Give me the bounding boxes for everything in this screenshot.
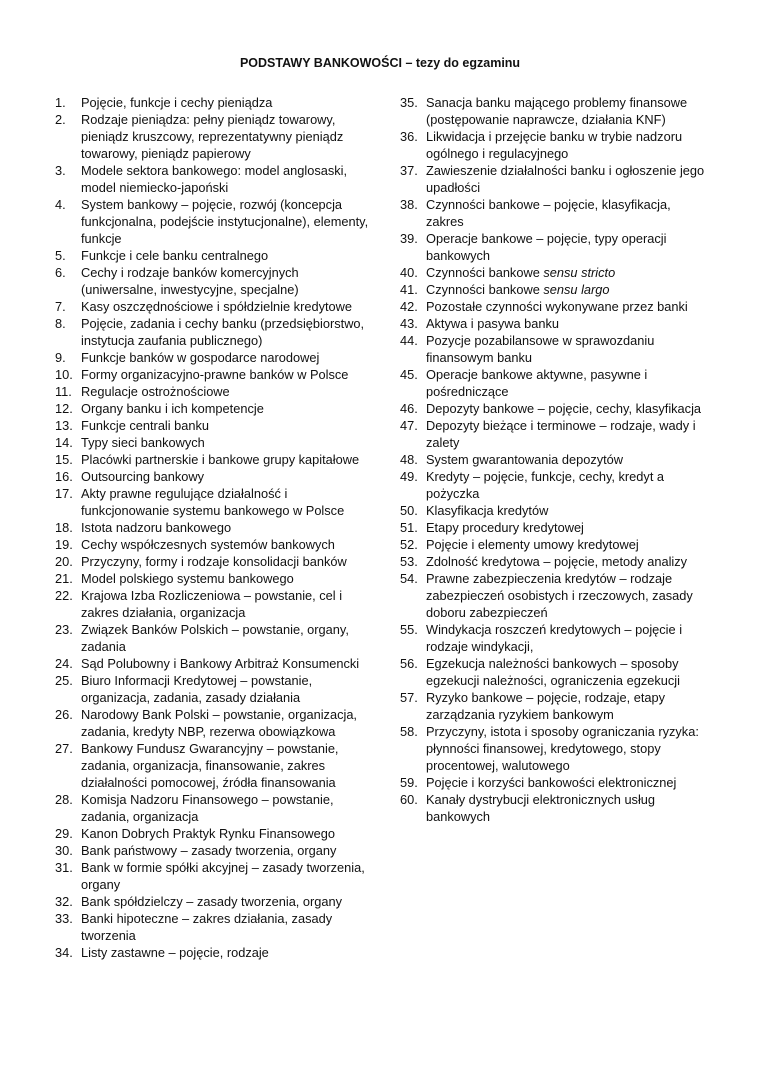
item-text bbox=[426, 128, 705, 162]
item-number: 36. bbox=[400, 129, 418, 144]
item-text-main: Kredyty – pojęcie, funkcje, cechy, kredyt a pożyczka bbox=[426, 469, 665, 501]
list-item bbox=[400, 366, 705, 400]
item-text-main: System gwarantowania depozytów bbox=[426, 452, 624, 467]
topic-list-left bbox=[55, 94, 375, 961]
list-item bbox=[55, 910, 375, 944]
item-number: 25. bbox=[55, 673, 73, 688]
item-text bbox=[81, 366, 375, 383]
item-number: 20. bbox=[55, 554, 73, 569]
item-text bbox=[426, 774, 705, 791]
item-text bbox=[81, 162, 375, 196]
item-number: 30. bbox=[55, 843, 73, 858]
item-text bbox=[81, 553, 375, 570]
item-number: 29. bbox=[55, 826, 73, 841]
item-text bbox=[426, 570, 705, 621]
item-text-main: Zawieszenie działalności banku i ogłoszenie jego upadłości bbox=[426, 163, 705, 195]
list-item bbox=[55, 196, 375, 247]
item-number: 26. bbox=[55, 707, 73, 722]
item-text-main: Czynności bankowe bbox=[426, 282, 544, 297]
list-item bbox=[400, 281, 705, 298]
item-text-main: Egzekucja należności bankowych – sposoby egzekucji należności, ograniczenia egzekucji bbox=[426, 656, 680, 688]
item-text bbox=[81, 468, 375, 485]
item-text bbox=[426, 451, 705, 468]
item-text bbox=[81, 434, 375, 451]
list-item bbox=[55, 536, 375, 553]
item-number: 43. bbox=[400, 316, 418, 331]
item-text-main: Ryzyko bankowe – pojęcie, rodzaje, etapy zarządzania ryzykiem bankowym bbox=[426, 690, 666, 722]
list-item bbox=[400, 791, 705, 825]
item-text-main: Zdolność kredytowa – pojęcie, metody analizy bbox=[426, 554, 688, 569]
item-number: 47. bbox=[400, 418, 418, 433]
item-text-main: Klasyfikacja kredytów bbox=[426, 503, 549, 518]
item-text-main: Windykacja roszczeń kredytowych – pojęcie i rodzaje windykacji, bbox=[426, 622, 683, 654]
list-item bbox=[400, 468, 705, 502]
item-text-main: Komisja Nadzoru Finansowego – powstanie, zadania, organizacja bbox=[81, 792, 334, 824]
item-number: 51. bbox=[400, 520, 418, 535]
item-text bbox=[426, 553, 705, 570]
item-text-main: Biuro Informacji Kredytowej – powstanie, organizacja, zadania, zasady działania bbox=[81, 673, 313, 705]
item-number: 34. bbox=[55, 945, 73, 960]
list-item bbox=[400, 621, 705, 655]
list-item bbox=[55, 791, 375, 825]
item-text-main: Pojęcie i elementy umowy kredytowej bbox=[426, 537, 639, 552]
item-text-italic: sensu largo bbox=[543, 282, 610, 297]
item-text bbox=[81, 944, 375, 961]
item-text-main: Placówki partnerskie i bankowe grupy kapitałowe bbox=[81, 452, 360, 467]
item-text-main: Aktywa i pasywa banku bbox=[426, 316, 560, 331]
item-text bbox=[81, 587, 375, 621]
item-text-main: Istota nadzoru bankowego bbox=[81, 520, 232, 535]
item-text-main: Pojęcie, funkcje i cechy pieniądza bbox=[81, 95, 273, 110]
item-text-main: Czynności bankowe – pojęcie, klasyfikacja, zakres bbox=[426, 197, 671, 229]
item-number: 7. bbox=[55, 299, 66, 314]
list-item bbox=[400, 400, 705, 417]
item-number: 40. bbox=[400, 265, 418, 280]
item-text-main: Kanon Dobrych Praktyk Rynku Finansowego bbox=[81, 826, 335, 841]
item-number: 31. bbox=[55, 860, 73, 875]
item-number: 42. bbox=[400, 299, 418, 314]
list-item bbox=[400, 315, 705, 332]
item-number: 58. bbox=[400, 724, 418, 739]
item-text bbox=[81, 859, 375, 893]
item-text-main: Bankowy Fundusz Gwarancyjny – powstanie, zadania, organizacja, finansowanie, zakres działalności pomocowej, źródła finansowania bbox=[81, 741, 339, 790]
item-text-main: Operacje bankowe – pojęcie, typy operacji bankowych bbox=[426, 231, 667, 263]
item-number: 53. bbox=[400, 554, 418, 569]
item-text bbox=[81, 655, 375, 672]
item-text-main: Listy zastawne – pojęcie, rodzaje bbox=[81, 945, 269, 960]
item-text bbox=[426, 519, 705, 536]
item-text bbox=[81, 417, 375, 434]
list-item bbox=[55, 417, 375, 434]
list-item bbox=[400, 264, 705, 281]
item-number: 3. bbox=[55, 163, 66, 178]
item-text bbox=[81, 519, 375, 536]
page-title: PODSTAWY BANKOWOŚCI – tezy do egzaminu bbox=[239, 56, 521, 70]
item-number: 4. bbox=[55, 197, 66, 212]
item-text bbox=[81, 349, 375, 366]
item-text bbox=[426, 689, 705, 723]
item-text bbox=[81, 893, 375, 910]
list-item bbox=[400, 536, 705, 553]
item-text-main: Akty prawne regulujące działalność i funkcjonowanie systemu bankowego w Polsce bbox=[81, 486, 345, 518]
item-number: 13. bbox=[55, 418, 73, 433]
item-text bbox=[81, 740, 375, 791]
item-text-main: Typy sieci bankowych bbox=[81, 435, 205, 450]
list-item bbox=[400, 230, 705, 264]
item-number: 14. bbox=[55, 435, 73, 450]
item-number: 46. bbox=[400, 401, 418, 416]
item-text-main: Cechy i rodzaje banków komercyjnych (uniwersalne, inwestycyjne, specjalne) bbox=[81, 265, 299, 297]
item-number: 22. bbox=[55, 588, 73, 603]
item-number: 52. bbox=[400, 537, 418, 552]
item-text bbox=[426, 655, 705, 689]
item-text-main: Przyczyny, formy i rodzaje konsolidacji banków bbox=[81, 554, 347, 569]
list-item bbox=[55, 298, 375, 315]
item-number: 49. bbox=[400, 469, 418, 484]
list-item bbox=[400, 655, 705, 689]
item-text bbox=[426, 230, 705, 264]
item-text bbox=[81, 298, 375, 315]
item-text bbox=[426, 791, 705, 825]
list-item bbox=[55, 655, 375, 672]
list-item bbox=[55, 740, 375, 791]
item-text-italic: sensu stricto bbox=[543, 265, 616, 280]
list-item bbox=[400, 774, 705, 791]
item-number: 44. bbox=[400, 333, 418, 348]
item-text bbox=[81, 315, 375, 349]
item-text bbox=[426, 196, 705, 230]
item-text bbox=[81, 94, 375, 111]
item-text bbox=[81, 111, 375, 162]
item-number: 23. bbox=[55, 622, 73, 637]
item-text bbox=[426, 298, 705, 315]
item-text-main: Model polskiego systemu bankowego bbox=[81, 571, 294, 586]
list-item bbox=[400, 128, 705, 162]
item-text-main: Pozostałe czynności wykonywane przez banki bbox=[426, 299, 688, 314]
item-text bbox=[81, 621, 375, 655]
list-item bbox=[55, 247, 375, 264]
list-item bbox=[400, 298, 705, 315]
item-number: 11. bbox=[55, 384, 72, 399]
item-number: 18. bbox=[55, 520, 73, 535]
item-text-main: Pojęcie i korzyści bankowości elektronicznej bbox=[426, 775, 677, 790]
item-text-main: Depozyty bieżące i terminowe – rodzaje, wady i zalety bbox=[426, 418, 696, 450]
item-number: 50. bbox=[400, 503, 418, 518]
list-item bbox=[55, 349, 375, 366]
item-number: 21. bbox=[55, 571, 73, 586]
list-item bbox=[55, 315, 375, 349]
item-text-main: Funkcje i cele banku centralnego bbox=[81, 248, 269, 263]
list-item bbox=[55, 162, 375, 196]
item-text-main: Kanały dystrybucji elektronicznych usług bankowych bbox=[426, 792, 656, 824]
list-item bbox=[400, 451, 705, 468]
item-text-main: Cechy współczesnych systemów bankowych bbox=[81, 537, 335, 552]
list-item bbox=[400, 502, 705, 519]
item-number: 56. bbox=[400, 656, 418, 671]
item-text-main: Związek Banków Polskich – powstanie, organy, zadania bbox=[81, 622, 349, 654]
item-text bbox=[426, 315, 705, 332]
item-text bbox=[81, 247, 375, 264]
item-number: 39. bbox=[400, 231, 418, 246]
list-item bbox=[55, 553, 375, 570]
item-number: 41. bbox=[400, 282, 418, 297]
list-item bbox=[55, 825, 375, 842]
item-number: 48. bbox=[400, 452, 418, 467]
item-text bbox=[81, 264, 375, 298]
item-text bbox=[426, 621, 705, 655]
list-item bbox=[55, 893, 375, 910]
item-number: 35. bbox=[400, 95, 418, 110]
item-text-main: Bank państwowy – zasady tworzenia, organy bbox=[81, 843, 337, 858]
item-number: 6. bbox=[55, 265, 66, 280]
item-text-main: Narodowy Bank Polski – powstanie, organizacja, zadania, kredyty NBP, rezerwa obowiązkowa bbox=[81, 707, 357, 739]
item-text bbox=[426, 417, 705, 451]
item-number: 54. bbox=[400, 571, 418, 586]
item-number: 12. bbox=[55, 401, 73, 416]
list-item bbox=[55, 842, 375, 859]
item-text-main: Likwidacja i przejęcie banku w trybie nadzoru ogólnego i regulacyjnego bbox=[426, 129, 683, 161]
item-number: 28. bbox=[55, 792, 73, 807]
item-number: 60. bbox=[400, 792, 418, 807]
list-item bbox=[400, 162, 705, 196]
item-number: 45. bbox=[400, 367, 418, 382]
item-text-main: Pojęcie, zadania i cechy banku (przedsiębiorstwo, instytucja zaufania publicznego) bbox=[81, 316, 365, 348]
list-item bbox=[400, 196, 705, 230]
item-text bbox=[426, 94, 705, 128]
item-text bbox=[81, 842, 375, 859]
list-item bbox=[400, 417, 705, 451]
item-text-main: Funkcje centrali banku bbox=[81, 418, 210, 433]
item-text-main: Bank w formie spółki akcyjnej – zasady tworzenia, organy bbox=[81, 860, 365, 892]
list-item bbox=[55, 485, 375, 519]
item-text bbox=[81, 825, 375, 842]
list-item bbox=[55, 434, 375, 451]
list-item bbox=[55, 400, 375, 417]
item-number: 24. bbox=[55, 656, 73, 671]
item-text-main: Funkcje banków w gospodarce narodowej bbox=[81, 350, 320, 365]
item-text-main: Outsourcing bankowy bbox=[81, 469, 205, 484]
item-text-main: Bank spółdzielczy – zasady tworzenia, organy bbox=[81, 894, 343, 909]
item-text-main: Rodzaje pieniądza: pełny pieniądz towarowy, pieniądz kruszcowy, reprezentatywny pieniądz towarowy, pieniądz papierowy bbox=[81, 112, 344, 161]
item-text-main: Pozycje pozabilansowe w sprawozdaniu finansowym banku bbox=[426, 333, 655, 365]
item-text bbox=[426, 536, 705, 553]
item-number: 33. bbox=[55, 911, 73, 926]
item-text-main: Czynności bankowe bbox=[426, 265, 544, 280]
item-number: 32. bbox=[55, 894, 73, 909]
list-item bbox=[55, 859, 375, 893]
item-text bbox=[81, 485, 375, 519]
item-text-main: Organy banku i ich kompetencje bbox=[81, 401, 264, 416]
list-item bbox=[400, 553, 705, 570]
item-text bbox=[426, 281, 705, 298]
item-number: 59. bbox=[400, 775, 418, 790]
item-text bbox=[426, 332, 705, 366]
list-item bbox=[55, 111, 375, 162]
item-text bbox=[81, 672, 375, 706]
item-text bbox=[426, 162, 705, 196]
topic-list-right bbox=[400, 94, 705, 825]
item-number: 10. bbox=[55, 367, 73, 382]
item-number: 37. bbox=[400, 163, 418, 178]
item-text-main: Banki hipoteczne – zakres działania, zasady tworzenia bbox=[81, 911, 333, 943]
list-item bbox=[55, 366, 375, 383]
item-text bbox=[81, 791, 375, 825]
list-item bbox=[400, 332, 705, 366]
item-text bbox=[81, 536, 375, 553]
item-text bbox=[81, 400, 375, 417]
item-text-main: Modele sektora bankowego: model anglosaski, model niemiecko-japoński bbox=[81, 163, 348, 195]
list-item bbox=[55, 944, 375, 961]
item-text bbox=[81, 570, 375, 587]
item-text bbox=[81, 196, 375, 247]
list-item bbox=[55, 94, 375, 111]
item-number: 16. bbox=[55, 469, 73, 484]
item-text-main: Prawne zabezpieczenia kredytów – rodzaje zabezpieczeń osobistych i rzeczowych, zasady doboru zabezpieczeń bbox=[426, 571, 693, 620]
list-item bbox=[400, 723, 705, 774]
list-item bbox=[400, 519, 705, 536]
list-item bbox=[55, 706, 375, 740]
item-text-main: Operacje bankowe aktywne, pasywne i pośredniczące bbox=[426, 367, 648, 399]
item-number: 2. bbox=[55, 112, 66, 127]
list-item bbox=[55, 383, 375, 400]
item-number: 55. bbox=[400, 622, 418, 637]
list-item bbox=[55, 587, 375, 621]
item-number: 8. bbox=[55, 316, 66, 331]
item-text-main: Formy organizacyjno-prawne banków w Polsce bbox=[81, 367, 349, 382]
item-number: 27. bbox=[55, 741, 73, 756]
item-text bbox=[81, 706, 375, 740]
item-text-main: Sąd Polubowny i Bankowy Arbitraż Konsumencki bbox=[81, 656, 360, 671]
item-text bbox=[426, 502, 705, 519]
item-text bbox=[426, 400, 705, 417]
item-number: 5. bbox=[55, 248, 66, 263]
list-item bbox=[55, 451, 375, 468]
list-item bbox=[55, 264, 375, 298]
item-number: 17. bbox=[55, 486, 73, 501]
item-text bbox=[426, 723, 705, 774]
item-number: 57. bbox=[400, 690, 418, 705]
list-item bbox=[400, 94, 705, 128]
item-number: 9. bbox=[55, 350, 66, 365]
item-text-main: Depozyty bankowe – pojęcie, cechy, klasyfikacja bbox=[426, 401, 702, 416]
list-item bbox=[55, 672, 375, 706]
list-item bbox=[55, 519, 375, 536]
item-number: 15. bbox=[55, 452, 73, 467]
item-text-main: Etapy procedury kredytowej bbox=[426, 520, 584, 535]
item-number: 19. bbox=[55, 537, 73, 552]
item-text bbox=[81, 383, 375, 400]
item-text-main: Sanacja banku mającego problemy finansowe (postępowanie naprawcze, działania KNF) bbox=[426, 95, 688, 127]
item-number: 38. bbox=[400, 197, 418, 212]
item-text bbox=[426, 468, 705, 502]
item-text-main: Krajowa Izba Rozliczeniowa – powstanie, cel i zakres działania, organizacja bbox=[81, 588, 343, 620]
item-number: 1. bbox=[55, 95, 66, 110]
item-text-main: Regulacje ostrożnościowe bbox=[81, 384, 230, 399]
item-text bbox=[426, 264, 705, 281]
item-text-main: System bankowy – pojęcie, rozwój (koncepcja funkcjonalna, podejście instytucjonalne), elementy, funkcje bbox=[81, 197, 369, 246]
list-item bbox=[55, 468, 375, 485]
item-text bbox=[426, 366, 705, 400]
item-text bbox=[81, 910, 375, 944]
list-item bbox=[400, 689, 705, 723]
item-text bbox=[81, 451, 375, 468]
item-text-main: Kasy oszczędnościowe i spółdzielnie kredytowe bbox=[81, 299, 353, 314]
list-item bbox=[55, 621, 375, 655]
item-text-main: Przyczyny, istota i sposoby ograniczania ryzyka: płynności finansowej, kredytowego, stopy procentowej, walutowego bbox=[426, 724, 699, 773]
list-item bbox=[55, 570, 375, 587]
list-item bbox=[400, 570, 705, 621]
